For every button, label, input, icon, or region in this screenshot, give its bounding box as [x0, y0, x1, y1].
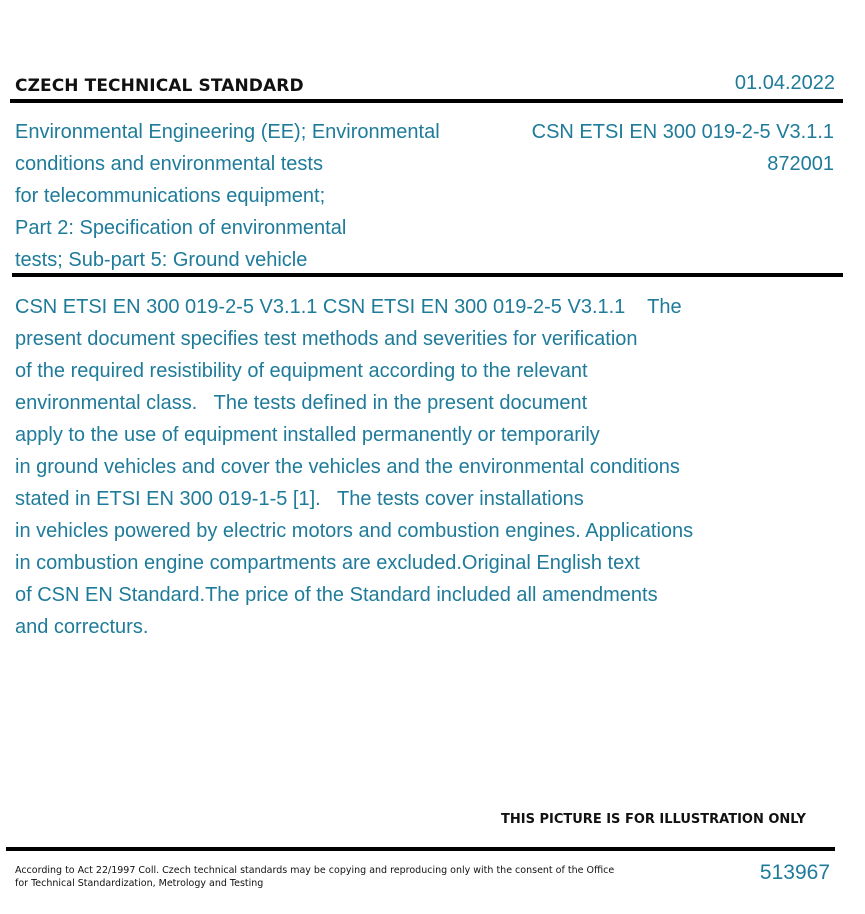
abstract-line: present document specifies test methods and severities for verification — [15, 328, 638, 350]
abstract-line: CSN ETSI EN 300 019-2-5 V3.1.1 CSN ETSI EN 300 019-2-5 V3.1.1 The — [15, 296, 682, 318]
document-number: 513967 — [759, 861, 830, 884]
abstract-text — [15, 291, 815, 643]
title-line: Environmental Engineering (EE); Environmental — [15, 121, 440, 143]
abstract-line: in ground vehicles and cover the vehicles and the environmental conditions — [15, 456, 680, 478]
title-line: conditions and environmental tests — [15, 153, 323, 175]
abstract-line: of the required resistibility of equipment according to the relevant — [15, 360, 588, 382]
abstract-line: environmental class. The tests defined in the present document — [15, 392, 588, 414]
title-line: tests; Sub-part 5: Ground vehicle — [15, 249, 308, 271]
standard-title — [15, 116, 495, 276]
illustration-note: THIS PICTURE IS FOR ILLUSTRATION ONLY — [501, 812, 806, 827]
legal-notice — [15, 864, 614, 890]
abstract-line: of CSN EN Standard.The price of the Standard included all amendments — [15, 584, 658, 606]
title-divider — [12, 273, 843, 277]
footer-divider — [6, 847, 835, 851]
abstract-line: in combustion engine compartments are excluded.Original English text — [15, 552, 640, 574]
abstract-line: and correcturs. — [15, 616, 149, 638]
class-number: 872001 — [767, 153, 834, 175]
standard-type-label: CZECH TECHNICAL STANDARD — [15, 76, 304, 96]
title-line: for telecommunications equipment; — [15, 185, 326, 207]
standard-identifiers — [532, 116, 834, 180]
header-divider — [10, 99, 843, 103]
abstract-line: stated in ETSI EN 300 019-1-5 [1]. The tests cover installations — [15, 488, 584, 510]
publication-date: 01.04.2022 — [734, 72, 835, 94]
legal-line: According to Act 22/1997 Coll. Czech technical standards may be copying and reproducing only with the consent of the Office — [15, 865, 615, 876]
abstract-line: in vehicles powered by electric motors and combustion engines. Applications — [15, 520, 694, 542]
legal-line: for Technical Standardization, Metrology and Testing — [15, 878, 264, 889]
abstract-line: apply to the use of equipment installed permanently or temporarily — [15, 424, 600, 446]
standard-code: CSN ETSI EN 300 019-2-5 V3.1.1 — [531, 121, 834, 143]
title-line: Part 2: Specification of environmental — [15, 217, 347, 239]
